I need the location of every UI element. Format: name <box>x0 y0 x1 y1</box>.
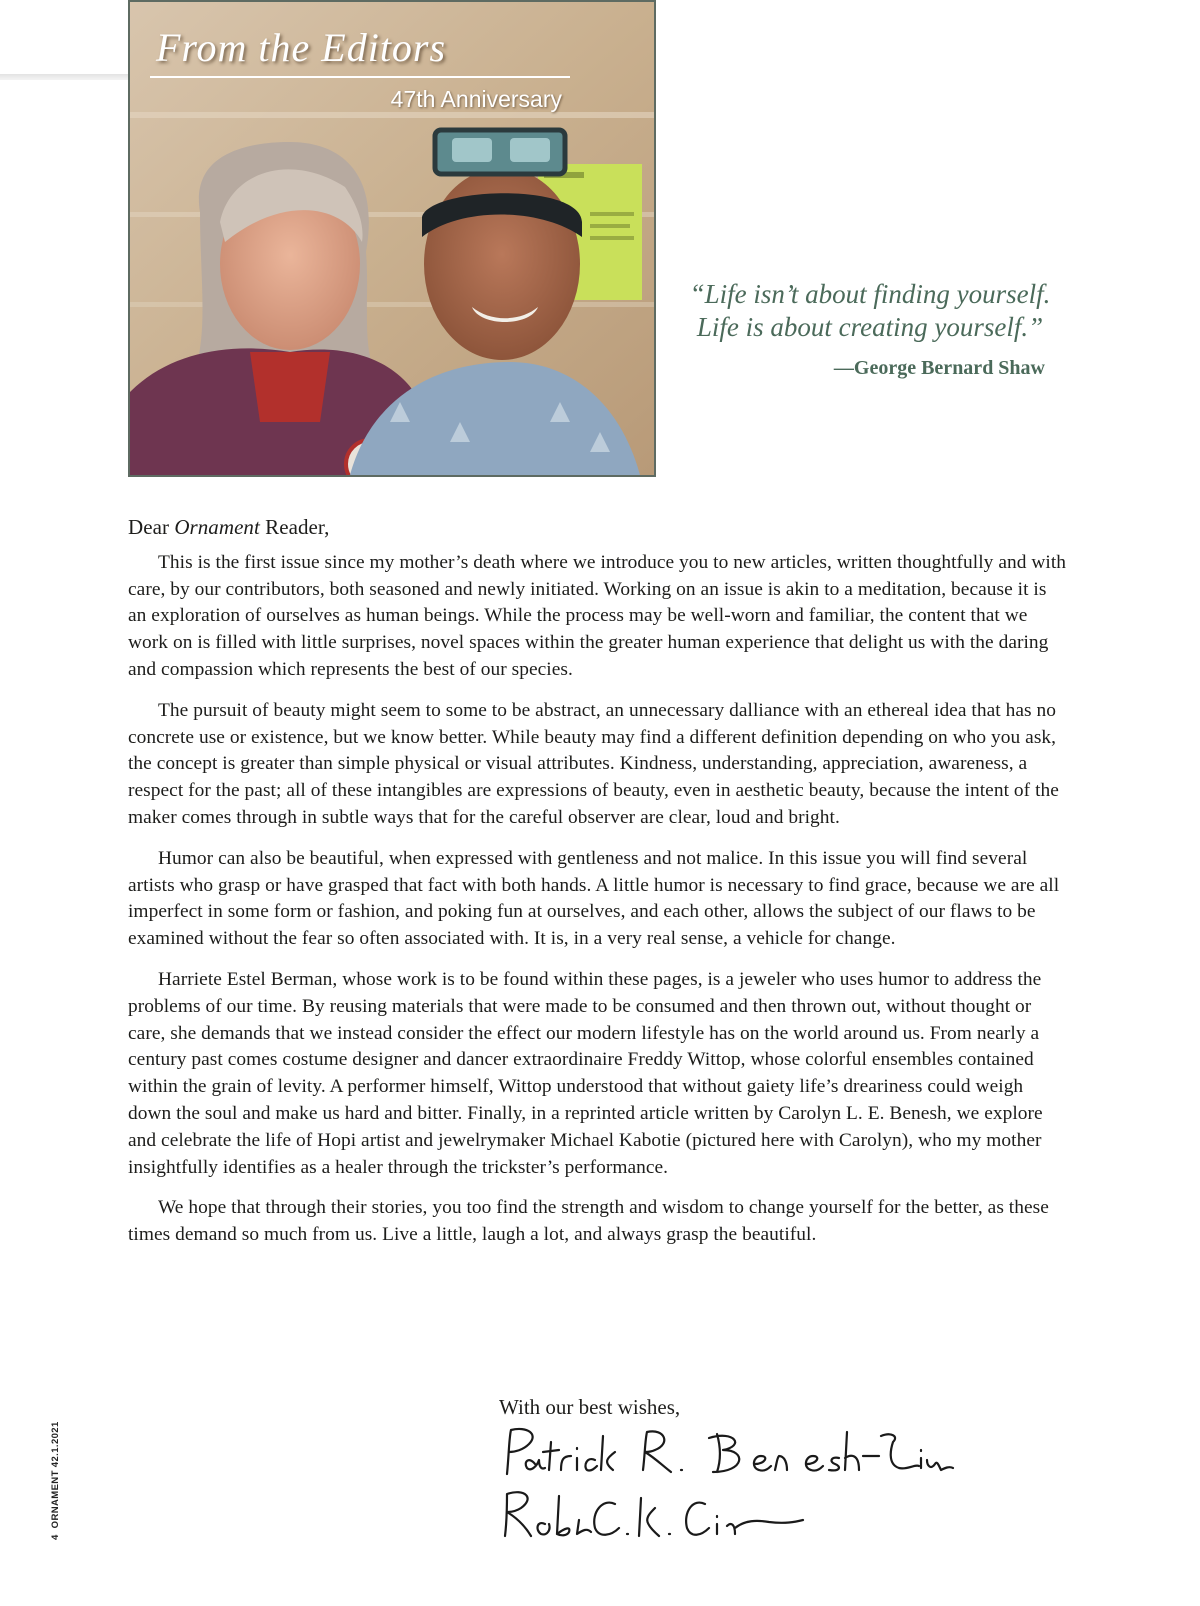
paragraph: This is the first issue since my mother’s death where we introduce you to new articles, written thoughtfully and with care, by our contributors, both seasoned and newly initiated. Working on an issue is akin to a meditation, because it is an exploration of ourselves as human beings. While the process may be well-worn and familiar, the content that we work on is filled with little surprises, novel spaces within the greater human experience that delight us with the daring and compassion which represents the best of our species. <box>128 551 1067 680</box>
signature-1-icon <box>507 1429 953 1474</box>
publication-issue: ORNAMENT 42.1.2021 <box>50 1421 61 1529</box>
paragraph: We hope that through their stories, you too find the strength and wisdom to change yourself for the better, as these times demand so much from us. Live a little, laugh a lot, and always grasp the beautiful. <box>128 1197 1049 1246</box>
portrait-photo-icon <box>130 2 654 475</box>
magazine-title: Ornament <box>174 515 260 539</box>
page-number: 4 <box>50 1534 61 1540</box>
title-underline <box>150 76 570 78</box>
signature-2-icon <box>505 1492 803 1536</box>
editors-photo <box>128 0 656 477</box>
handwritten-signatures <box>495 1424 955 1554</box>
pull-quote <box>670 278 1070 344</box>
page-folio <box>50 1415 61 1540</box>
quote-line-1: “Life isn’t about finding yourself. <box>689 279 1051 309</box>
paragraph: Humor can also be beautiful, when expressed with gentleness and not malice. In this issue you will find several artists who grasp or have grasped that fact with both hands. A little humor is necessary to find grace, because we are all imperfect in some form or fashion, and poking fun at ourselves, and each other, allows the subject of our flaws to be examined without the fear so often associated with. It is, in a very real sense, a vehicle for change. <box>128 847 1060 950</box>
section-title: From the Editors <box>156 25 447 70</box>
quote-attribution: —George Bernard Shaw <box>833 357 1045 379</box>
anniversary-subtitle: 47th Anniversary <box>390 86 562 112</box>
salutation-pre: Dear <box>128 515 175 539</box>
closing-line: With our best wishes, <box>499 1395 681 1419</box>
salutation-post: Reader, <box>259 515 330 539</box>
paragraph: Harriete Estel Berman, whose work is to be found within these pages, is a jeweler who uses humor to address the problems of our time. By reusing materials that were made to be consumed and then thrown out, without thought or care, she demands that we instead consider the effect our modern lifestyle has on the world around us. From nearly a century past comes costume designer and dancer extraordinaire Freddy Wittop, whose colorful ensembles contained within the grain of levity. A performer himself, Wittop understood that without gaiety life’s dreariness could weigh down the soul and make us hard and bitter. Finally, in a reprinted article written by Carolyn L. E. Benesh, we explore and celebrate the life of Hopi artist and jewelrymaker Michael Kabotie (pictured here with Carolyn), who my mother insightfully identifies as a healer through the trickster’s performance. <box>128 968 1043 1178</box>
paragraph: The pursuit of beauty might seem to some to be abstract, an unnecessary dalliance with an ethereal idea that has no concrete use or existence, but we know better. While beauty may find a different definition depending on who you ask, the concept is greater than simple physical or visual attributes. Kindness, understanding, appreciation, awareness, a respect for the past; all of these intangibles are expressions of beauty, even in aesthetic beauty, because the intent of the maker comes through in subtle ways that for the careful observer are clear, loud and bright. <box>128 699 1059 828</box>
quote-line-2: Life is about creating yourself.” <box>696 312 1044 342</box>
editors-letter <box>128 514 1068 1263</box>
salutation <box>128 514 1068 541</box>
